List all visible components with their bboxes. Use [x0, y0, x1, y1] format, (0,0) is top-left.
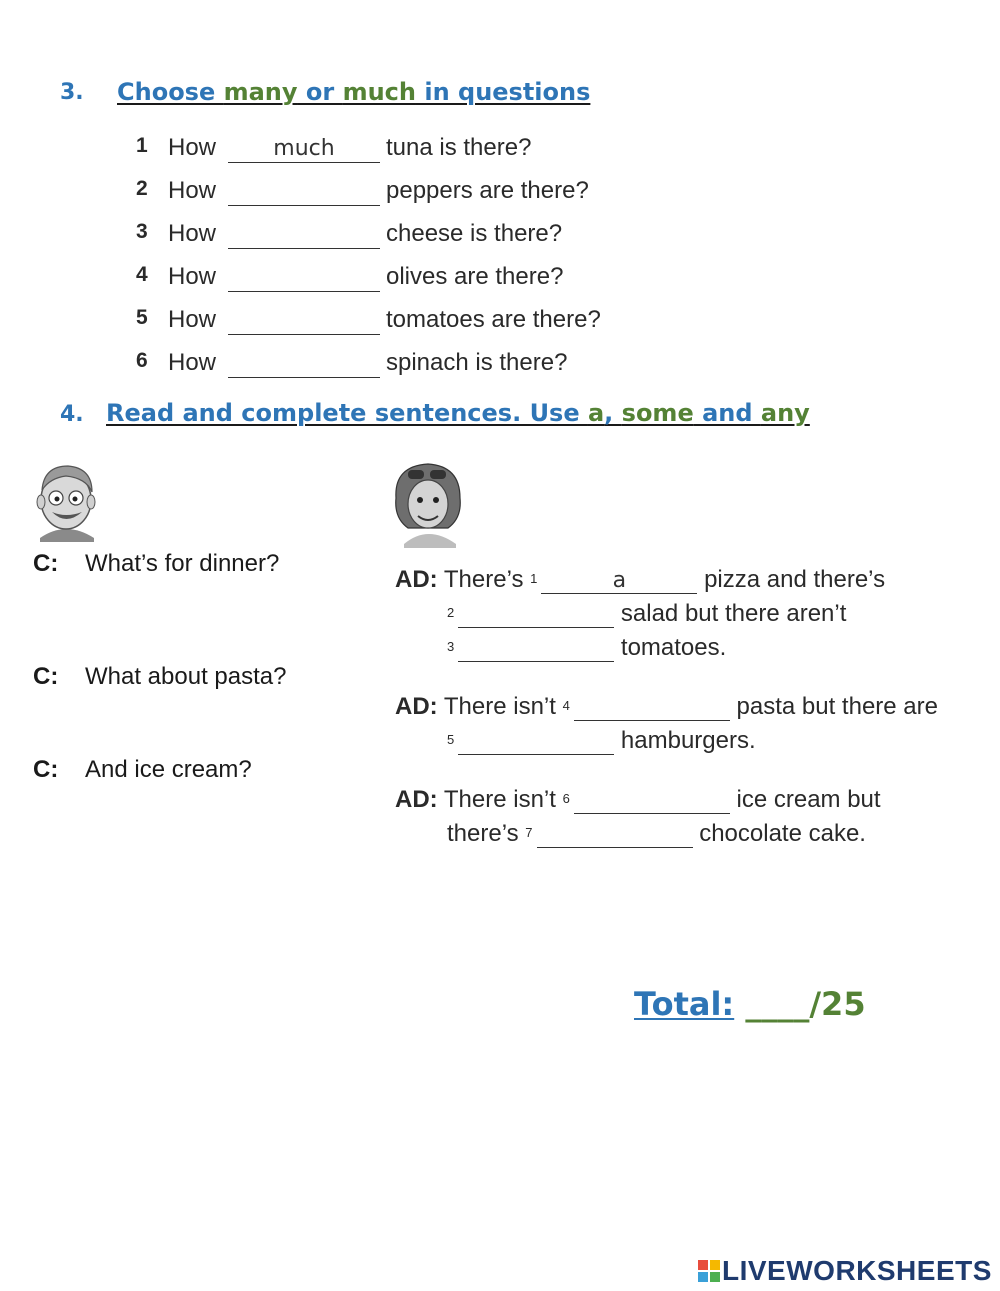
question-number: 1 [136, 134, 148, 157]
question-how: How [168, 349, 217, 376]
title-part: some [621, 399, 694, 427]
answer-input-6[interactable] [228, 349, 380, 378]
adult-text: salad but there aren’t [620, 600, 847, 627]
question-rest: spinach is there? [386, 349, 568, 376]
adult-line-7 [447, 820, 866, 848]
question-rest: peppers are there? [386, 177, 589, 204]
adult-text: ice cream but [736, 786, 881, 813]
adult-label: AD: [395, 693, 438, 720]
adult-line-6 [395, 786, 881, 814]
boy-face-icon [30, 460, 102, 542]
answer-input-4[interactable] [228, 263, 380, 292]
adult-text: pasta but there are [736, 693, 938, 720]
title-part: Choose [117, 78, 224, 106]
woman-face-icon [390, 458, 466, 548]
question-number: 2 [136, 177, 148, 200]
title-part: many [223, 78, 298, 106]
gap-number: 2 [447, 605, 455, 620]
title-part: or [297, 78, 343, 106]
child-line-2: What about pasta? [85, 663, 287, 690]
title-part: , [604, 399, 622, 427]
title-part: any [760, 399, 810, 427]
question-number: 6 [136, 349, 148, 372]
section-3-title [117, 78, 590, 106]
total-label: Total: [634, 985, 735, 1023]
liveworksheets-logo-icon [698, 1257, 720, 1279]
gap-number: 3 [447, 639, 455, 654]
total-value: ____/25 [745, 985, 866, 1023]
child-label: C: [33, 550, 59, 577]
title-part: in questions [415, 78, 591, 106]
question-number: 4 [136, 263, 148, 286]
child-label: C: [33, 663, 59, 690]
question-how: How [168, 177, 217, 204]
adult-text: there’s [447, 820, 519, 847]
answer-input-3[interactable] [228, 220, 380, 249]
gap-input-7[interactable] [537, 821, 693, 848]
adult-line-2 [447, 600, 846, 628]
question-how: How [168, 134, 217, 161]
child-label: C: [33, 756, 59, 783]
title-part: Read and complete sentences. Use [106, 399, 588, 427]
adult-line-5 [447, 727, 756, 755]
gap-input-2[interactable] [458, 601, 614, 628]
adult-text: tomatoes. [620, 634, 727, 661]
answer-input-5[interactable] [228, 306, 380, 335]
total-score [634, 985, 866, 1023]
adult-text: There isn’t [443, 693, 556, 720]
adult-line-3 [447, 634, 726, 662]
gap-number: 4 [562, 698, 570, 713]
question-rest: tomatoes are there? [386, 306, 601, 333]
gap-input-6[interactable] [574, 787, 730, 814]
question-rest: olives are there? [386, 263, 564, 290]
adult-line-4 [395, 693, 938, 721]
title-part: much [342, 78, 416, 106]
gap-number: 6 [562, 791, 570, 806]
logo-text: LIVEWORKSHEETS [722, 1255, 992, 1286]
question-number: 3 [136, 220, 148, 243]
section-3-number: 3. [60, 80, 84, 105]
adult-label: AD: [395, 786, 438, 813]
adult-text: There’s [443, 566, 524, 593]
question-number: 5 [136, 306, 148, 329]
answer-input-1[interactable] [228, 134, 380, 163]
question-how: How [168, 220, 217, 247]
child-line-1: What’s for dinner? [85, 550, 280, 577]
adult-label: AD: [395, 566, 438, 593]
child-line-3: And ice cream? [85, 756, 252, 783]
adult-text: There isn’t [443, 786, 556, 813]
adult-text: hamburgers. [620, 727, 756, 754]
question-rest: tuna is there? [386, 134, 532, 161]
exercise-3-list [136, 134, 656, 384]
title-part: and [693, 399, 761, 427]
answer-input-2[interactable] [228, 177, 380, 206]
question-how: How [168, 306, 217, 333]
title-part: a [587, 399, 605, 427]
section-4-title [106, 399, 810, 427]
gap-input-5[interactable] [458, 728, 614, 755]
adult-line-1 [395, 566, 885, 594]
section-4-number: 4. [60, 402, 84, 427]
gap-input-4[interactable] [574, 694, 730, 721]
question-how: How [168, 263, 217, 290]
adult-text: pizza and there’s [704, 566, 886, 593]
gap-input-3[interactable] [458, 635, 614, 662]
question-rest: cheese is there? [386, 220, 563, 247]
gap-input-1[interactable] [541, 567, 697, 594]
gap-number: 1 [530, 571, 538, 586]
liveworksheets-logo [698, 1255, 992, 1287]
gap-number: 5 [447, 732, 455, 747]
adult-text: chocolate cake. [699, 820, 866, 847]
gap-number: 7 [525, 825, 533, 840]
